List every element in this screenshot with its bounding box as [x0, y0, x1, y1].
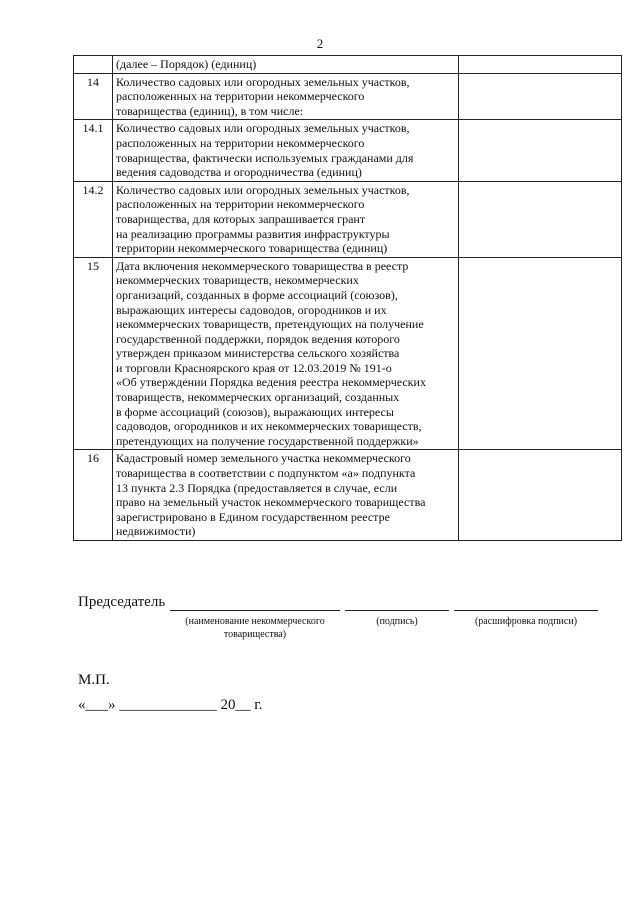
row-description: Количество садовых или огородных земельных участков, расположенных на территории некоммерческого товарищества (единиц), в том числе:: [113, 73, 459, 120]
row-value-cell[interactable]: [459, 120, 622, 181]
decode-line[interactable]: [454, 610, 598, 611]
form-table: [73, 55, 622, 541]
caption-signature: (подпись): [376, 616, 418, 627]
stamp-label: М.П.: [78, 672, 110, 688]
row-number: 14.2: [74, 181, 113, 257]
chairman-label: Председатель: [78, 594, 166, 610]
row-value-cell[interactable]: [459, 73, 622, 120]
row-number: 14: [74, 73, 113, 120]
name-line[interactable]: [170, 610, 340, 611]
row-number: [74, 56, 113, 74]
row-value-cell[interactable]: [459, 56, 622, 74]
table-row: [74, 56, 622, 74]
caption-decode: (расшифровка подписи): [474, 616, 578, 627]
table-row: [74, 120, 622, 181]
row-number: 14.1: [74, 120, 113, 181]
row-description: (далее – Порядок) (единиц): [113, 56, 459, 74]
table-row: [74, 450, 622, 541]
row-number: 16: [74, 450, 113, 541]
row-description: Количество садовых или огородных земельных участков, расположенных на территории некоммерческого товарищества, для которых запрашивается грант на реализацию программы развития инфраструктуры территории некоммерческого товарищества (единиц): [113, 181, 459, 257]
row-description: Кадастровый номер земельного участка некоммерческого товарищества в соответствии с подпунктом «а» подпункта 13 пункта 2.3 Порядка (предоставляется в случае, если право на земельный участок некоммерческого товарищества зарегистрировано в Едином государственном реестре недвижимости): [113, 450, 459, 541]
row-number: 15: [74, 257, 113, 450]
signature-line[interactable]: [345, 610, 449, 611]
page-number: 2: [316, 36, 324, 51]
date-line[interactable]: «___» _____________ 20__ г.: [78, 697, 263, 713]
table-row: [74, 257, 622, 450]
table-row: [74, 73, 622, 120]
row-value-cell[interactable]: [459, 181, 622, 257]
row-value-cell[interactable]: [459, 257, 622, 450]
row-description: Количество садовых или огородных земельных участков, расположенных на территории некоммерческого товарищества, фактически используемых гражданами для ведения садоводства и огородничества (единиц): [113, 120, 459, 181]
row-description: Дата включения некоммерческого товарищества в реестр некоммерческих товариществ, некоммерческих организаций, созданных в форме ассоциаций (союзов), выражающих интересы садоводов, огородников и их некоммерческих товариществ, претендующих на получение государственной поддержки, порядок ведения которого утвержден приказом министерства сельского хозяйства и торговли Красноярского края от 12.03.2019 № 191-о «Об утверждении Порядка ведения реестра некоммерческих товариществ, некоммерческих организаций, созданных в форме ассоциаций (союзов), выражающих интересы садоводов, огородников и их некоммерческих товариществ, претендующих на получение государственной поддержки»: [113, 257, 459, 450]
row-value-cell[interactable]: [459, 450, 622, 541]
table-row: [74, 181, 622, 257]
caption-name: (наименование некоммерческого товарищества): [185, 616, 325, 640]
